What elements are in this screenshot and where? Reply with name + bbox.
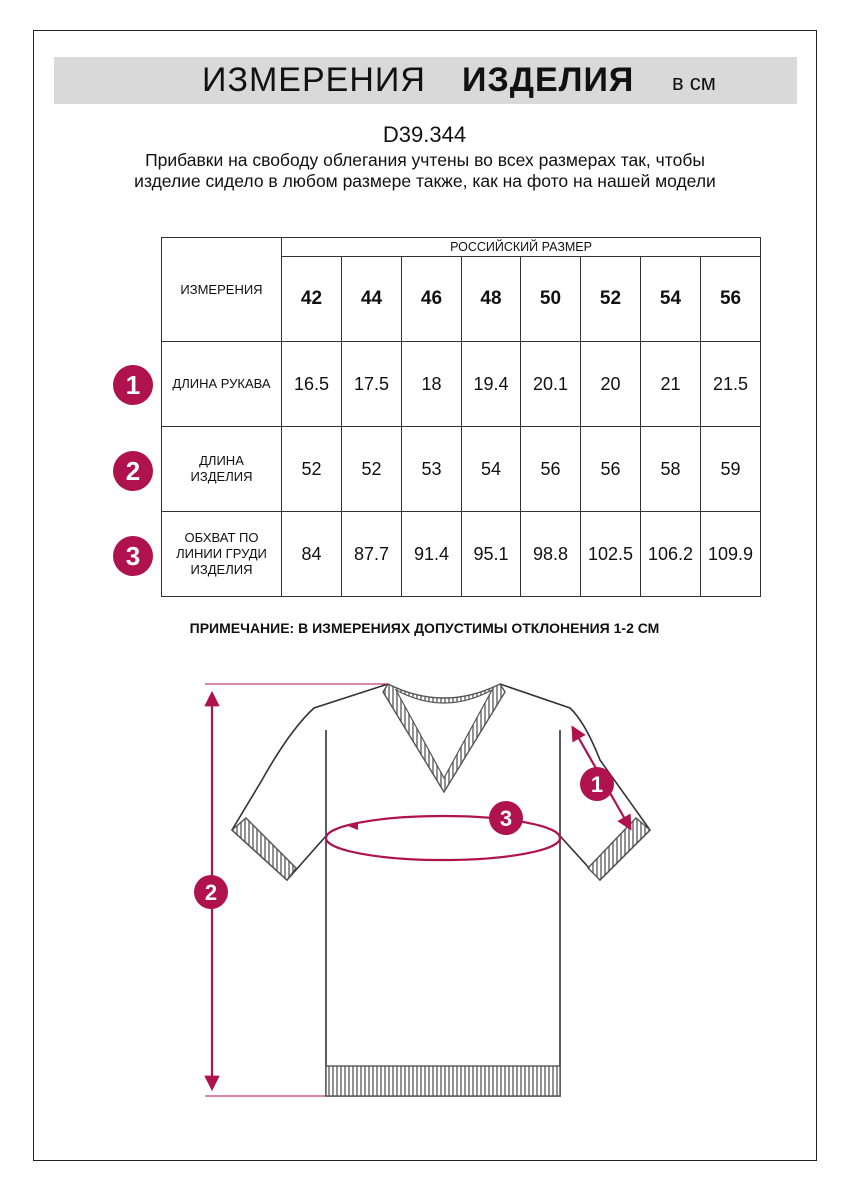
table-cell: 21.5 bbox=[701, 342, 761, 427]
table-cell: 84 bbox=[282, 512, 342, 597]
table-row bbox=[162, 512, 761, 597]
size-system-header: РОССИЙСКИЙ РАЗМЕР bbox=[282, 238, 761, 257]
diagram-marker-1 bbox=[580, 767, 614, 801]
table-cell: 95.1 bbox=[462, 512, 521, 597]
size-header: 52 bbox=[581, 257, 641, 342]
table-cell: 17.5 bbox=[342, 342, 402, 427]
table-cell: 54 bbox=[462, 427, 521, 512]
garment-diagram bbox=[0, 660, 849, 1120]
page-title-garment: ИЗДЕЛИЯ bbox=[462, 61, 635, 99]
table-cell: 20.1 bbox=[521, 342, 581, 427]
table-cell: 56 bbox=[521, 427, 581, 512]
diagram-marker-label: 3 bbox=[499, 806, 513, 831]
size-header: 44 bbox=[342, 257, 402, 342]
table-cell: 19.4 bbox=[462, 342, 521, 427]
row-marker-badge: 1 bbox=[113, 365, 153, 405]
table-cell: 59 bbox=[701, 427, 761, 512]
table-cell: 21 bbox=[641, 342, 701, 427]
size-header: 54 bbox=[641, 257, 701, 342]
size-table bbox=[161, 237, 761, 597]
hem-rib bbox=[326, 1066, 560, 1096]
measurements-header: ИЗМЕРЕНИЯ bbox=[162, 238, 282, 342]
row-label-garment-length: ДЛИНА ИЗДЕЛИЯ bbox=[162, 427, 282, 512]
size-header: 56 bbox=[701, 257, 761, 342]
right-cuff-rib bbox=[588, 818, 650, 880]
row-label-chest-girth: ОБХВАТ ПО ЛИНИИ ГРУДИ ИЗДЕЛИЯ bbox=[162, 512, 282, 597]
diagram-marker-2 bbox=[194, 875, 228, 909]
table-cell: 18 bbox=[402, 342, 462, 427]
model-code: D39.344 bbox=[382, 122, 467, 147]
size-header: 48 bbox=[462, 257, 521, 342]
table-cell: 87.7 bbox=[342, 512, 402, 597]
diagram-marker-label: 2 bbox=[204, 880, 218, 905]
table-cell: 52 bbox=[282, 427, 342, 512]
table-cell: 53 bbox=[402, 427, 462, 512]
diagram-marker-label: 1 bbox=[590, 772, 604, 797]
fit-note: Прибавки на свободу облегания учтены во всех размерах так, чтобы изделие сидело в любом размере также, как на фото на нашей модели bbox=[134, 150, 716, 191]
size-header: 42 bbox=[282, 257, 342, 342]
size-header: 46 bbox=[402, 257, 462, 342]
table-row bbox=[162, 342, 761, 427]
left-cuff-rib bbox=[232, 818, 296, 880]
unit-label: в см bbox=[672, 70, 716, 95]
page-title-measurements: ИЗМЕРЕНИЯ bbox=[202, 61, 426, 99]
chest-measure-ellipse bbox=[326, 816, 560, 860]
table-cell: 58 bbox=[641, 427, 701, 512]
table-cell: 20 bbox=[581, 342, 641, 427]
table-cell: 102.5 bbox=[581, 512, 641, 597]
size-header: 50 bbox=[521, 257, 581, 342]
tolerance-note: ПРИМЕЧАНИЕ: В ИЗМЕРЕНИЯХ ДОПУСТИМЫ ОТКЛОНЕНИЯ 1-2 СМ bbox=[189, 620, 660, 636]
table-cell: 56 bbox=[581, 427, 641, 512]
diagram-marker-3 bbox=[489, 801, 523, 835]
length-measure bbox=[205, 684, 388, 1096]
row-marker-badge: 2 bbox=[113, 451, 153, 491]
table-cell: 109.9 bbox=[701, 512, 761, 597]
table-cell: 106.2 bbox=[641, 512, 701, 597]
table-cell: 52 bbox=[342, 427, 402, 512]
table-cell: 16.5 bbox=[282, 342, 342, 427]
table-cell: 98.8 bbox=[521, 512, 581, 597]
table-cell: 91.4 bbox=[402, 512, 462, 597]
table-row bbox=[162, 427, 761, 512]
row-label-sleeve-length: ДЛИНА РУКАВА bbox=[162, 342, 282, 427]
row-marker-badge: 3 bbox=[113, 536, 153, 576]
